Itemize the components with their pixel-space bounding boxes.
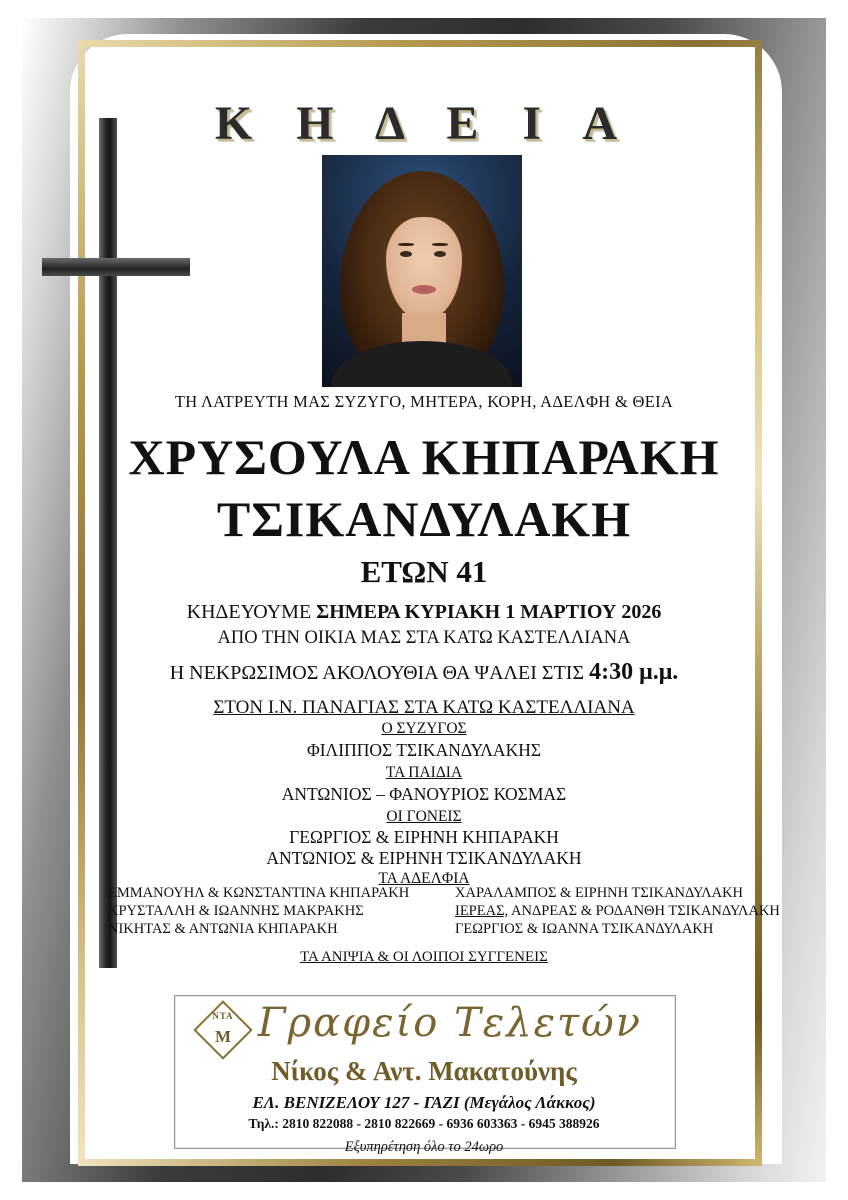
relatives-closing-line: ΤΑ ΑΝΙΨΙΑ & ΟΙ ΛΟΙΠΟΙ ΣΥΓΓΕΝΕΙΣ — [300, 949, 548, 965]
funeral-origin-line: ΑΠΟ ΤΗΝ ΟΙΚΙΑ ΜΑΣ ΣΤΑ ΚΑΤΩ ΚΑΣΤΕΛΛΙΑΝΑ — [217, 628, 631, 648]
relatives-parents-names-1: ΓΕΩΡΓΙΟΣ & ΕΙΡΗΝΗ ΚΗΠΑΡΑΚΗ — [289, 827, 559, 847]
relatives-parents-names-2: ΑΝΤΩΝΙΟΣ & ΕΙΡΗΝΗ ΤΣΙΚΑΝΔΥΛΑΚΗ — [266, 848, 582, 868]
deceased-name-line-1: ΧΡΥΣΟΥΛΑ ΚΗΠΑΡΑΚΗ — [128, 429, 720, 485]
relatives-parents-label: ΟΙ ΓΟΝΕΙΣ — [386, 808, 462, 825]
siblings-left-3: ΝΙΚΗΤΑΣ & ΑΝΤΩΝΙΑ ΚΗΠΑΡΑΚΗ — [108, 921, 338, 937]
relatives-spouse-names: ΦΙΛΙΠΠΟΣ ΤΣΙΚΑΝΔΥΛΑΚΗΣ — [306, 740, 542, 760]
portrait-eye-right — [434, 251, 446, 257]
deceased-age: ΕΤΩΝ 41 — [360, 554, 488, 589]
funeral-home-name: Νίκος & Αντ. Μακατούνης — [271, 1056, 577, 1086]
deceased-name-line-2: ΤΣΙΚΑΝΔΥΛΑΚΗ — [216, 491, 632, 547]
relatives-spouse-label: Ο ΣΥΖΥΓΟΣ — [381, 720, 467, 737]
service-time-prefix: Η ΝΕΚΡΩΣΙΜΟΣ ΑΚΟΛΟΥΘΙΑ ΘΑ ΨΑΛΕΙ ΣΤΙΣ — [169, 662, 590, 684]
logo-bottom-text: Μ — [214, 1027, 232, 1046]
funeral-date-prefix: ΚΗΔΕΥΟΥΜΕ — [186, 601, 317, 623]
portrait-brow-right — [432, 243, 448, 246]
siblings-right-3-names: ΓΕΩΡΓΙΟΣ & ΙΩΑΝΝΑ ΤΣΙΚΑΝΔΥΛΑΚΗ — [455, 921, 714, 937]
logo-top-text: ΝΤΑ — [212, 1011, 234, 1021]
siblings-right-3 — [455, 921, 795, 938]
funeral-home-address: ΕΛ. ΒΕΝΙΖΕΛΟΥ 127 - ΓΑΖΙ (Μεγάλος Λάκκος) — [252, 1093, 596, 1112]
cross-horizontal-icon — [42, 258, 190, 276]
siblings-right-1-names: ΧΑΡΑΛΑΜΠΟΣ & ΕΙΡΗΝΗ ΤΣΙΚΑΝΔΥΛΑΚΗ — [455, 885, 744, 901]
deceased-relation-line: ΤΗ ΛΑΤΡΕΥΤΗ ΜΑΣ ΣΥΖΥΓΟ, ΜΗΤΕΡΑ, ΚΟΡΗ, ΑΔΕΛΦΗ & ΘΕΙΑ — [174, 392, 674, 411]
relatives-children-label: ΤΑ ΠΑΙΔΙΑ — [385, 764, 463, 781]
funeral-home-service-note: Εξυπηρέτηση όλο το 24ωρο — [344, 1139, 504, 1155]
service-time-value: 4:30 μ.μ. — [589, 659, 679, 685]
siblings-left-2: ΚΡΥΣΤΑΛΛΗ & ΙΩΑΝΝΗΣ ΜΑΚΡΑΚΗΣ — [108, 903, 364, 919]
portrait-lips — [412, 285, 436, 294]
funeral-date-value: ΣΗΜΕΡΑ ΚΥΡΙΑΚΗ 1 ΜΑΡΤΙΟΥ 2026 — [316, 601, 662, 623]
siblings-right-2-prefix: ΙΕΡΕΑΣ, — [455, 903, 509, 919]
relatives-siblings-label: ΤΑ ΑΔΕΛΦΙΑ — [378, 870, 470, 887]
siblings-right-2 — [455, 903, 795, 920]
funeral-home-script-title: Γραφείο Τελετών — [257, 1000, 643, 1046]
funeral-home-phones: Τηλ.: 2810 822088 - 2810 822669 - 6936 603363 - 6945 388926 — [248, 1116, 600, 1131]
portrait-photo — [322, 155, 522, 387]
portrait-brow-left — [398, 243, 414, 246]
siblings-right-2-names: ΑΝΔΡΕΑΣ & ΡΟΔΑΝΘΗ ΤΣΙΚΑΝΔΥΛΑΚΗ — [508, 903, 780, 919]
funeral-date-line — [0, 601, 848, 624]
page-title: Κ Η Δ Ε Ι Α — [214, 97, 634, 150]
siblings-right-1 — [455, 885, 795, 902]
portrait-eye-left — [400, 251, 412, 257]
siblings-left-1: ΕΜΜΑΝΟΥΗΛ & ΚΩΝΣΤΑΝΤΙΝΑ ΚΗΠΑΡΑΚΗ — [108, 885, 410, 901]
relatives-children-names: ΑΝΤΩΝΙΟΣ – ΦΑΝΟΥΡΙΟΣ ΚΟΣΜΑΣ — [281, 784, 567, 804]
church-line: ΣΤΟΝ Ι.Ν. ΠΑΝΑΓΙΑΣ ΣΤΑ ΚΑΤΩ ΚΑΣΤΕΛΛΙΑΝΑ — [213, 697, 635, 718]
service-time-line — [0, 659, 848, 686]
